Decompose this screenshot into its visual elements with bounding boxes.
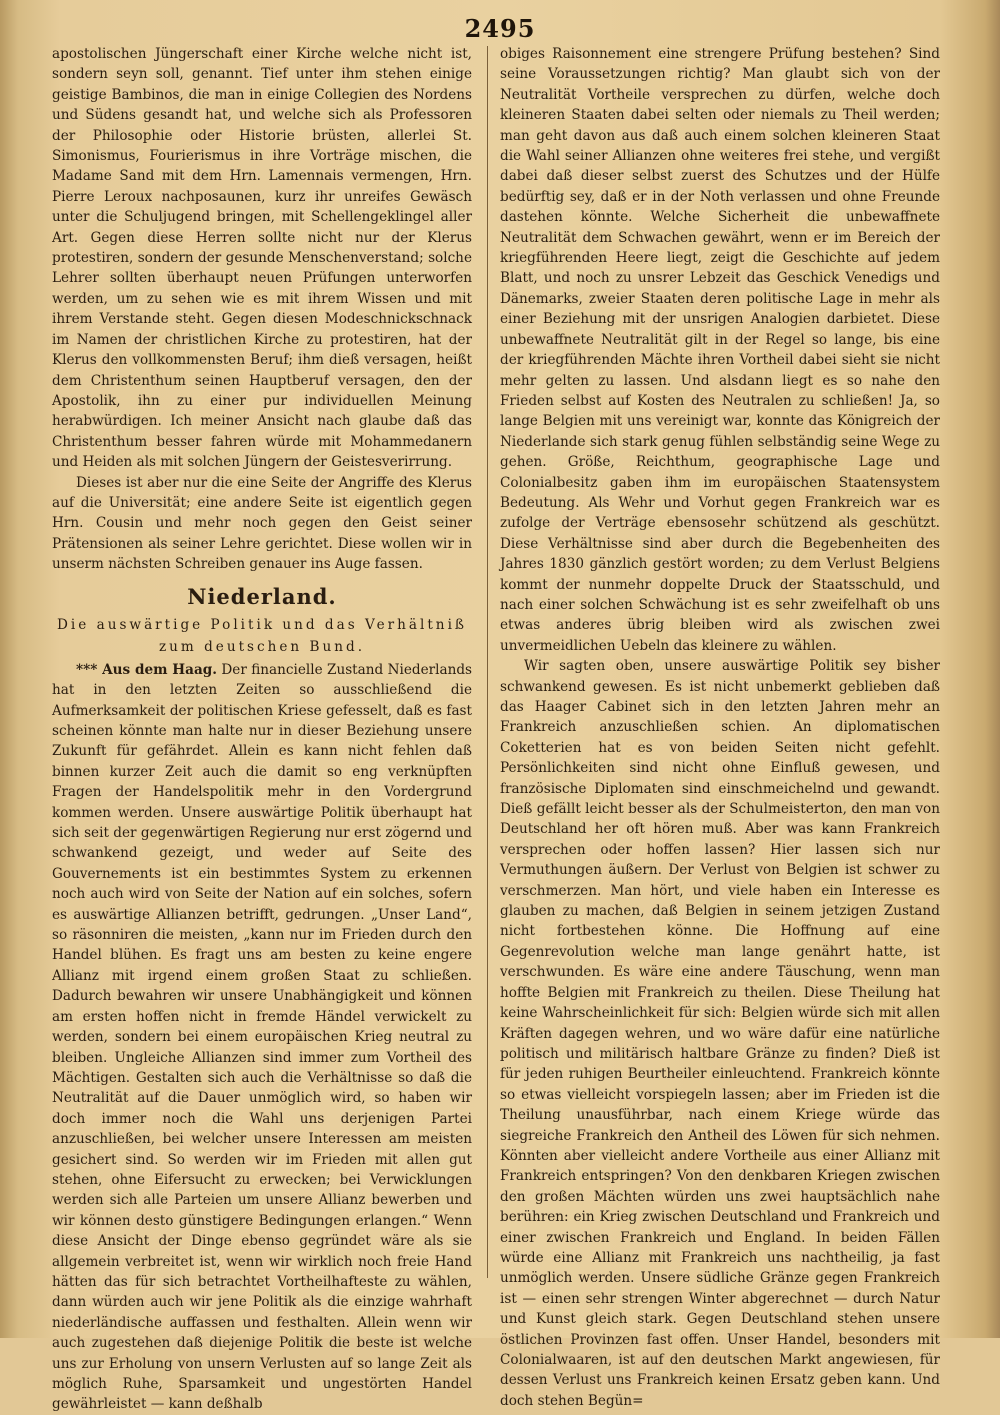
article-body-first-paragraph xyxy=(52,660,472,1415)
right-column xyxy=(500,44,940,1411)
column-divider xyxy=(487,46,488,1278)
paragraph: Wir sagten oben, unsere auswärtige Politik sey bisher schwankend gewesen. Es ist nicht unbemerkt geblieben daß das Haager Cabinet sich in den letzten Jahren mehr an Frankreich anzuschließen schien. An diplomatischen Coketterien hat es von beiden Seiten nicht gefehlt. Persönlichkeiten sind nicht ohne Einfluß gewesen, und französische Diplomaten sind einschmeichelnd und gewandt. Dieß gefällt leicht besser als der Schulmeisterton, den man von Deutschland her oft hören muß. Aber was kann Frankreich versprechen oder hoffen lassen? Hier lassen sich nur Vermuthungen äußern. Der Verlust von Belgien ist schwer zu verschmerzen. Man hört, und viele haben ein Interesse es glauben zu machen, daß Belgien in seinem jetzigen Zustand nicht fortbestehen könne. Die Hoffnung auf eine Gegenrevolution welche man lange genährt hatte, ist verschwunden. Es wäre eine andere Täuschung, wenn man hoffte Belgien mit Frankreich zu theilen. Diese Theilung hat keine Wahrscheinlichkeit für sich: Belgien würde sich mit allen Kräften dagegen wehren, und wo wäre dafür eine natürliche politisch und militärisch haltbare Gränze zu finden? Dieß ist für jeden ruhigen Beurtheiler einleuchtend. Frankreich könnte so etwas vielleicht vorspiegeln lassen; aber im Frieden ist die Theilung unausführbar, nach einem Kriege würde das siegreiche Frankreich den Antheil des Löwen für sich nehmen. Könnten aber vielleicht andere Vortheile aus einer Allianz mit Frankreich entspringen? Von den denkbaren Kriegen zwischen den großen Mächten würden uns zwei hauptsächlich nahe berühren: ein Krieg zwischen Deutschland und Frankreich und einer zwischen Frankreich und England. In beiden Fällen würde eine Allianz mit Frankreich uns nachtheilig, ja fast unmöglich werden. Unsere südliche Gränze gegen Frankreich ist — einen sehr strengen Winter abgerechnet — durch Natur und Kunst gleich stark. Gegen Deutschland stehen unsere östlichen Provinzen fast offen. Unser Handel, besonders mit Colonialwaaren, ist auf den deutschen Markt angewiesen, für dessen Verlust uns Frankreich keinen Ersatz geben kann. Und doch stehen Begün= xyxy=(500,658,940,1409)
section-heading: Niederland. xyxy=(187,583,337,609)
dateline: *** Aus dem Haag. xyxy=(76,661,218,678)
paragraph-text: Der financielle Zustand Niederlands hat in den letzten Zeiten so ausschließend die Aufmerksamkeit der politischen Kriese gefesselt, daß es fast scheinen könnte man halte nur in dieser Beziehung unsere Zukunft für gefährdet. Allein es kann nicht fehlen daß binnen kurzer Zeit auch die damit so eng verknüpften Fragen der Handelspolitik mehr in den Vordergrund kommen werden. Unsere auswärtige Politik überhaupt hat sich seit der gegenwärtigen Regierung nur erst zögernd und schwankend gezeigt, und weder auf Seite des Gouvernements ist ein bestimmtes System zu erkennen noch auch wird von Seite der Nation auf ein solches, sofern es auswärtige Allianzen betrifft, gedrungen. „Unser Land“, so räsonniren die meisten, „kann nur im Frieden durch den Handel blühen. Es fragt uns am besten zu keine engere Allianz mit irgend einem großen Staat zu schließen. Dadurch bewahren wir unsere Unabhängigkeit und können am ersten hoffen nicht in fremde Händel verwickelt zu werden, sondern bei einem europäischen Krieg neutral zu bleiben. Ungleiche Allianzen sind immer zum Vortheil des Mächtigen. Gestalten sich auch die Verhältnisse so daß die Neutralität auf die Dauer unmöglich wird, so haben wir doch immer noch die Wahl uns derjenigen Partei anzuschließen, bei welcher unsere Interessen am meisten gesichert sind. So werden wir im Frieden mit allen gut stehen, ohne Eifersucht zu erwecken; bei Verwicklungen werden sich alle Parteien um unsere Allianz bewerben und wir können desto günstigere Bedingungen erlangen.“ Wenn diese Ansicht der Dinge ebenso gegründet wäre als sie allgemein verbreitet ist, wenn wir wirklich noch freie Hand hätten das für sich betrachtet Vortheilhafteste zu wählen, dann würden auch wir jene Politik als die einzige wahrhaft niederländische auffassen und festhalten. Allein wenn wir auch zugestehen daß diejenige Politik die beste ist welche uns zur Erholung von unsern Verlusten auf so lange Zeit als möglich Ruhe, Sparsamkeit und ungestörten Handel gewährleistet — kann deßhalb xyxy=(52,661,473,1413)
article-title-line-2: zum deutschen Bund. xyxy=(158,639,366,656)
page-number: 2495 xyxy=(464,14,536,43)
left-column xyxy=(52,44,472,1415)
paragraph: Dieses ist aber nur die eine Seite der Angriffe des Klerus auf die Universität; eine andere Seite ist eigentlich gegen Hrn. Cousin und mehr noch gegen den Geist seiner Prätensionen als seiner Lehre gerichtet. Diese wollen wir in unserm nächsten Schreiben genauer ins Auge fassen. xyxy=(52,474,472,573)
paragraph: obiges Raisonnement eine strengere Prüfung bestehen? Sind seine Voraussetzungen richtig? Man glaubt sich von der Neutralität Vortheile versprechen zu dürfen, welche doch kleineren Staaten dabei selten oder niemals zu Theil werden; man geht davon aus daß auch einem solchen kleineren Staat die Wahl seiner Allianzen ohne weiteres frei stehe, und vergißt dabei daß dieser selbst zuerst des Schutzes und der Hülfe bedürftig sey, daß er in der Noth verlassen und ohne Freunde dastehen könnte. Welche Sicherheit die unbewaffnete Neutralität dem Schwachen gewährt, wenn er im Bereich der kriegführenden Heere liegt, zeigt die Geschichte auf jedem Blatt, und noch zu unsrer Lebzeit das Geschick Venedigs und Dänemarks, zweier Staaten deren politische Lage in mehr als einer Beziehung mit der unsrigen Analogien darbietet. Diese unbewaffnete Neutralität gilt in der Regel so lange, bis eine der kriegführenden Mächte ihren Vortheil dabei sieht sie nicht mehr gelten zu lassen. Und alsdann liegt es so nahe den Frieden selbst auf Kosten des Neutralen zu schließen! Ja, so lange Belgien mit uns vereinigt war, konnte das Königreich der Niederlande sich stark genug fühlen selbständig seine Wege zu gehen. Größe, Reichthum, geographische Lage und Colonialbesitz gaben ihm im europäischen Staatensystem Bedeutung. Als Wehr und Vorhut gegen Frankreich war es zufolge der Verträge ebensosehr schützend als geschützt. Diese Verhältnisse sind aber durch die Begebenheiten des Jahres 1830 gänzlich gestört worden; zu dem Verlust Belgiens kommt der nunmehr doppelte Druck der Staatsschuld, und nach einer solchen Schwächung ist es sehr zweifelhaft ob uns etwas anderes übrig bleiben wird als zwischen zwei unvermeidlichen Uebeln das kleinere zu wählen. xyxy=(500,46,940,654)
article-title-line-1: Die auswärtige Politik und das Verhältniß xyxy=(56,616,467,633)
paragraph: apostolischen Jüngerschaft einer Kirche welche nicht ist, sondern seyn soll, genannt. Tief unter ihm stehen einige geistige Bambinos, die man in einige Collegien des Nordens und Südens gesandt hat, und welche sich als Professoren der Philosophie oder Historie brüsten, allerlei St. Simonismus, Fourierismus in ihre Vorträge mischen, die Madame Sand mit dem Hrn. Lamennais vermengen, Hrn. Pierre Leroux nachposaunen, kurz ihr unreifes Gewäsch unter die Schuljugend bringen, mit Schellengeklingel aller Art. Gegen diese Herren sollte nicht nur der Klerus protestiren, sondern der gesunde Menschenverstand; solche Lehrer sollten überhaupt neuen Prüfungen unterworfen werden, um zu sehen wie es mit ihrem Wissen und mit ihrem Verstande steht. Gegen diesen Modeschnickschnack im Namen der christlichen Kirche zu protestiren, hat der Klerus den vollkommensten Beruf; ihm dieß versagen, heißt dem Christenthum seinen Hauptberuf versagen, den der Apostolik, ihn zu einer pur individuellen Meinung herabwürdigen. Ich meiner Ansicht nach glaube daß das Christenthum besser fahren würde mit Mohammedanern und Heiden als mit solchen Jüngern der Geistesverirrung. xyxy=(52,46,472,471)
